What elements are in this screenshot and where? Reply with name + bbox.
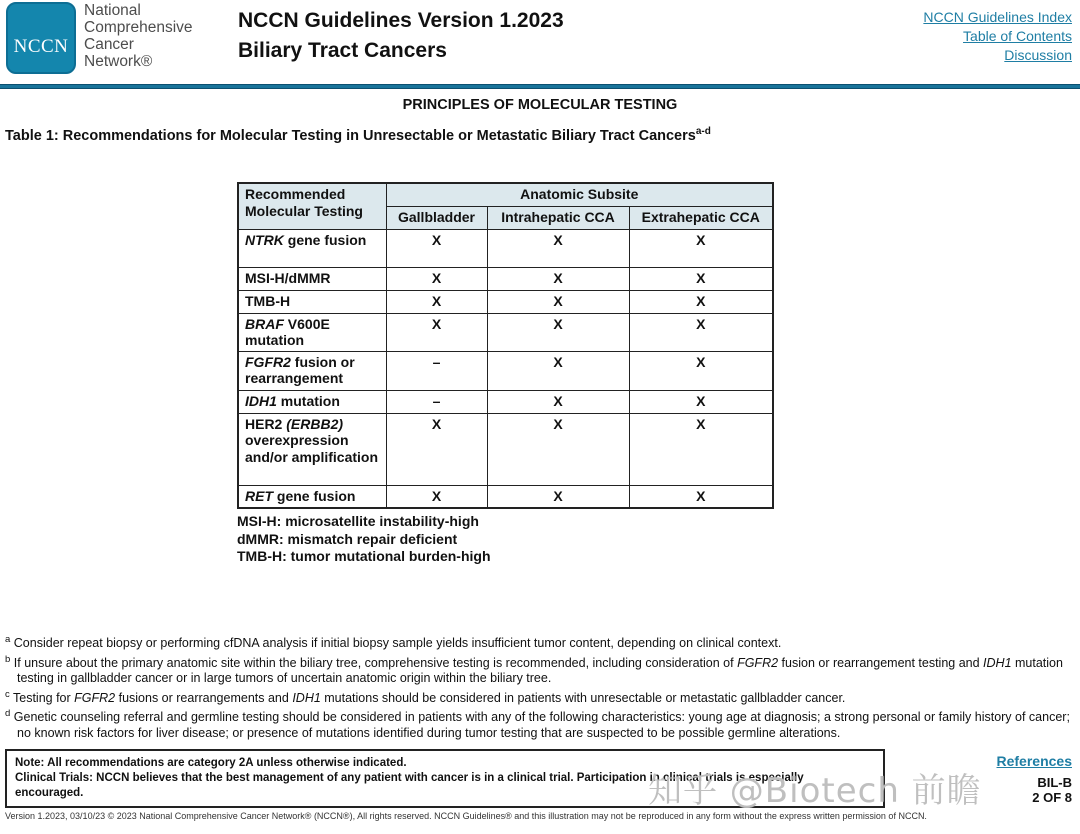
table-title-footnote-marks: a-d bbox=[695, 126, 711, 137]
footnotes bbox=[5, 632, 1077, 742]
cell-value: X bbox=[487, 313, 629, 351]
footnote-marker: d bbox=[5, 708, 11, 720]
cell-value: X bbox=[629, 413, 773, 485]
cell-value: X bbox=[629, 485, 773, 508]
link-discussion[interactable]: Discussion bbox=[1004, 47, 1072, 63]
cell-value: X bbox=[386, 313, 487, 351]
row-label-ret: RET gene fusion bbox=[238, 485, 386, 508]
header-divider-bar bbox=[0, 84, 1080, 89]
table-title bbox=[5, 126, 711, 144]
cell-value: X bbox=[386, 290, 487, 313]
legend-line-tmb: TMB-H: tumor mutational burden-high bbox=[237, 548, 491, 564]
footnote-d bbox=[5, 706, 1077, 741]
cell-value: X bbox=[386, 413, 487, 485]
legend-line-msi: MSI-H: microsatellite instability-high bbox=[237, 513, 479, 529]
column-header-recommended-testing: Recommended Molecular Testing bbox=[238, 183, 386, 229]
link-references[interactable]: References bbox=[996, 753, 1072, 769]
link-guidelines-index[interactable]: NCCN Guidelines Index bbox=[923, 9, 1072, 25]
footnote-text: Testing for FGFR2 fusions or rearrangements and IDH1 mutations should be considered in patients with unresectable or metastatic gallbladder cancer. bbox=[13, 690, 846, 705]
org-name-line: National bbox=[84, 2, 141, 19]
table-row bbox=[238, 290, 773, 313]
table-row bbox=[238, 390, 773, 413]
molecular-testing-table bbox=[237, 182, 774, 509]
footnote-marker: b bbox=[5, 653, 11, 665]
note-line-category: Note: All recommendations are category 2A unless otherwise indicated. bbox=[15, 757, 407, 769]
cell-value: X bbox=[487, 290, 629, 313]
footnote-text: Consider repeat biopsy or performing cfDNA analysis if initial biopsy sample yields insufficient tumor content, depending on clinical context. bbox=[13, 636, 782, 651]
cell-value: – bbox=[386, 390, 487, 413]
note-line-clinical-trials: Clinical Trials: NCCN believes that the best management of any patient with cancer is in a clinical trial. Participation in clinical trials is especially encouraged. bbox=[15, 772, 804, 799]
table-wrapper bbox=[237, 182, 774, 509]
cell-value: X bbox=[386, 229, 487, 267]
table-row bbox=[238, 267, 773, 290]
org-name-line: Cancer bbox=[84, 36, 134, 53]
note-box bbox=[5, 749, 885, 808]
table-row bbox=[238, 351, 773, 390]
watermark: 知乎 @Biotech 前瞻 bbox=[648, 771, 982, 811]
row-label-her2: HER2 (ERBB2) overexpression and/or amplification bbox=[238, 413, 386, 485]
table-row bbox=[238, 485, 773, 508]
cell-value: X bbox=[487, 485, 629, 508]
document-titles bbox=[238, 6, 564, 66]
cell-value: X bbox=[386, 267, 487, 290]
footnote-text: Genetic counseling referral and germline testing should be considered in patients with any of the following characteristics: young age at diagnosis; a strong personal or family history of cancer; no known risk factors for liver disease; or presence of mutations identified during tumor testing that are suspected to be possible germline alterations. bbox=[13, 710, 1070, 741]
table-row bbox=[238, 229, 773, 267]
cell-value: X bbox=[629, 267, 773, 290]
footnote-a bbox=[5, 632, 1077, 652]
cell-value: X bbox=[629, 313, 773, 351]
cell-value: – bbox=[386, 351, 487, 390]
org-name-line: Comprehensive bbox=[84, 19, 193, 36]
footnote-c bbox=[5, 687, 1077, 707]
cell-value: X bbox=[386, 485, 487, 508]
row-label-idh1: IDH1 mutation bbox=[238, 390, 386, 413]
references-link-wrap bbox=[997, 753, 1073, 769]
link-table-of-contents[interactable]: Table of Contents bbox=[963, 28, 1072, 44]
column-header-gallbladder: Gallbladder bbox=[386, 206, 487, 229]
copyright-footer: Version 1.2023, 03/10/23 © 2023 National Comprehensive Cancer Network® (NCCN®), All rights reserved. NCCN Guidelines® and this illustration may not be reproduced in any form without the express written permission of NCCN. bbox=[5, 811, 927, 821]
footnote-marker: c bbox=[5, 688, 10, 700]
cell-value: X bbox=[629, 390, 773, 413]
footnote-b bbox=[5, 652, 1077, 687]
cell-value: X bbox=[487, 267, 629, 290]
cell-value: X bbox=[487, 229, 629, 267]
page-reference bbox=[1032, 775, 1072, 805]
column-group-anatomic-subsite: Anatomic Subsite bbox=[386, 183, 773, 206]
guideline-page-code: BIL-B bbox=[1037, 775, 1072, 790]
row-label-braf: BRAF V600E mutation bbox=[238, 313, 386, 351]
row-label-tmb: TMB-H bbox=[238, 290, 386, 313]
org-name bbox=[84, 2, 193, 70]
column-header-extrahepatic-cca: Extrahepatic CCA bbox=[629, 206, 773, 229]
footnote-text: If unsure about the primary anatomic site within the biliary tree, comprehensive testing is recommended, including consideration of FGFR2 fusion or rearrangement testing and IDH1 mutation testing in gallbladder cancer or in large tumors of uncertain anatomic origin within the biliary tree. bbox=[13, 655, 1063, 686]
cell-value: X bbox=[487, 390, 629, 413]
cell-value: X bbox=[629, 290, 773, 313]
nccn-logo-text: NCCN bbox=[13, 36, 69, 57]
header-nav-links bbox=[923, 8, 1072, 65]
cancer-type-title: Biliary Tract Cancers bbox=[238, 39, 447, 62]
guidelines-version-title: NCCN Guidelines Version 1.2023 bbox=[238, 9, 564, 32]
footnote-marker: a bbox=[5, 634, 11, 645]
org-name-line: Network® bbox=[84, 53, 153, 70]
row-label-msi: MSI-H/dMMR bbox=[238, 267, 386, 290]
cell-value: X bbox=[487, 351, 629, 390]
table-title-text: Table 1: Recommendations for Molecular Testing in Unresectable or Metastatic Biliary Tract Cancers bbox=[5, 127, 696, 144]
legend-line-dmmr: dMMR: mismatch repair deficient bbox=[237, 530, 458, 547]
column-header-intrahepatic-cca: Intrahepatic CCA bbox=[487, 206, 629, 229]
section-title: PRINCIPLES OF MOLECULAR TESTING bbox=[402, 97, 678, 113]
table-row bbox=[238, 413, 773, 485]
row-label-fgfr2: FGFR2 fusion or rearrangement bbox=[238, 351, 386, 390]
page-header bbox=[0, 0, 1080, 84]
cell-value: X bbox=[629, 351, 773, 390]
page-number: 2 OF 8 bbox=[1032, 790, 1072, 805]
nccn-logo bbox=[6, 2, 76, 74]
row-label-ntrk: NTRK gene fusion bbox=[238, 229, 386, 267]
cell-value: X bbox=[487, 413, 629, 485]
table-row bbox=[238, 313, 773, 351]
abbreviation-legend bbox=[237, 513, 491, 566]
cell-value: X bbox=[629, 229, 773, 267]
